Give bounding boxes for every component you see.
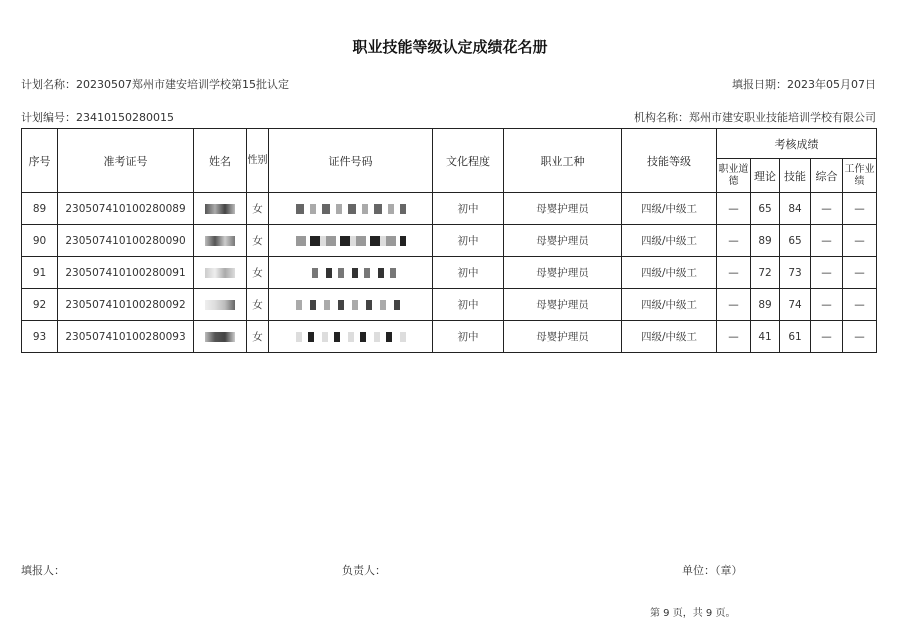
cell-comprehensive: — <box>811 321 843 353</box>
cell-ethics: — <box>717 321 751 353</box>
header-name: 姓名 <box>194 129 247 193</box>
cell-ethics: — <box>717 289 751 321</box>
cell-education: 初中 <box>433 289 504 321</box>
header-ticket: 准考证号 <box>58 129 194 193</box>
plan-number: 计划编号：23410150280015 <box>21 111 174 124</box>
cell-seq: 91 <box>22 257 58 289</box>
cell-education: 初中 <box>433 321 504 353</box>
redacted-name <box>205 236 235 246</box>
cell-theory: 89 <box>751 289 780 321</box>
cell-work-performance: — <box>843 193 877 225</box>
cell-comprehensive: — <box>811 257 843 289</box>
cell-theory: 72 <box>751 257 780 289</box>
score-roster-table <box>21 128 877 353</box>
cell-id-redacted <box>269 257 433 289</box>
cell-comprehensive: — <box>811 193 843 225</box>
cell-name-redacted <box>194 193 247 225</box>
cell-skill: 84 <box>780 193 811 225</box>
cell-occupation: 母婴护理员 <box>504 257 622 289</box>
header-scores-group: 考核成绩 <box>717 129 877 159</box>
cell-id-redacted <box>269 321 433 353</box>
table-row <box>22 321 877 353</box>
header-education: 文化程度 <box>433 129 504 193</box>
cell-work-performance: — <box>843 225 877 257</box>
cell-ticket: 230507410100280089 <box>58 193 194 225</box>
cell-gender: 女 <box>247 257 269 289</box>
cell-level: 四级/中级工 <box>622 193 717 225</box>
cell-comprehensive: — <box>811 289 843 321</box>
cell-work-performance: — <box>843 257 877 289</box>
cell-ticket: 230507410100280091 <box>58 257 194 289</box>
header-ethics: 职业道德 <box>717 159 751 193</box>
cell-name-redacted <box>194 321 247 353</box>
cell-theory: 41 <box>751 321 780 353</box>
cell-ethics: — <box>717 193 751 225</box>
cell-education: 初中 <box>433 193 504 225</box>
cell-id-redacted <box>269 289 433 321</box>
cell-level: 四级/中级工 <box>622 321 717 353</box>
filler-label: 填报人： <box>21 564 65 577</box>
header-theory: 理论 <box>751 159 780 193</box>
cell-name-redacted <box>194 289 247 321</box>
redacted-id <box>296 236 406 246</box>
header-comprehensive: 综合 <box>811 159 843 193</box>
redacted-name <box>205 204 235 214</box>
cell-skill: 61 <box>780 321 811 353</box>
page-indicator: 第 9 页，共 9 页。 <box>650 608 736 619</box>
table-row <box>22 193 877 225</box>
cell-name-redacted <box>194 257 247 289</box>
cell-level: 四级/中级工 <box>622 257 717 289</box>
cell-skill: 65 <box>780 225 811 257</box>
document-title: 职业技能等级认定成绩花名册 <box>352 38 548 56</box>
responsible-label: 负责人： <box>342 564 386 577</box>
cell-gender: 女 <box>247 321 269 353</box>
header-occupation: 职业工种 <box>504 129 622 193</box>
cell-occupation: 母婴护理员 <box>504 225 622 257</box>
cell-level: 四级/中级工 <box>622 225 717 257</box>
cell-name-redacted <box>194 225 247 257</box>
cell-ticket: 230507410100280093 <box>58 321 194 353</box>
cell-gender: 女 <box>247 225 269 257</box>
cell-id-redacted <box>269 193 433 225</box>
cell-seq: 92 <box>22 289 58 321</box>
cell-theory: 65 <box>751 193 780 225</box>
report-date: 填报日期：2023年05月07日 <box>732 78 876 91</box>
cell-gender: 女 <box>247 289 269 321</box>
cell-id-redacted <box>269 225 433 257</box>
cell-ticket: 230507410100280090 <box>58 225 194 257</box>
table-row <box>22 257 877 289</box>
cell-ethics: — <box>717 225 751 257</box>
redacted-name <box>205 268 235 278</box>
cell-level: 四级/中级工 <box>622 289 717 321</box>
table-row <box>22 225 877 257</box>
header-seq: 序号 <box>22 129 58 193</box>
redacted-name <box>205 332 235 342</box>
cell-ticket: 230507410100280092 <box>58 289 194 321</box>
redacted-id <box>296 332 406 342</box>
unit-seal-label: 单位：（章） <box>682 564 743 577</box>
cell-seq: 93 <box>22 321 58 353</box>
plan-name: 计划名称：20230507郑州市建安培训学校第15批认定 <box>21 78 289 91</box>
organization-name: 机构名称：郑州市建安职业技能培训学校有限公司 <box>634 111 876 124</box>
cell-skill: 73 <box>780 257 811 289</box>
header-gender: 性别 <box>247 129 269 193</box>
cell-ethics: — <box>717 257 751 289</box>
header-work-performance: 工作业绩 <box>843 159 877 193</box>
cell-theory: 89 <box>751 225 780 257</box>
cell-occupation: 母婴护理员 <box>504 321 622 353</box>
cell-work-performance: — <box>843 321 877 353</box>
redacted-id <box>296 204 406 214</box>
cell-education: 初中 <box>433 257 504 289</box>
redacted-id <box>296 300 406 310</box>
cell-seq: 89 <box>22 193 58 225</box>
cell-skill: 74 <box>780 289 811 321</box>
cell-education: 初中 <box>433 225 504 257</box>
cell-comprehensive: — <box>811 225 843 257</box>
cell-occupation: 母婴护理员 <box>504 289 622 321</box>
cell-seq: 90 <box>22 225 58 257</box>
redacted-name <box>205 300 235 310</box>
header-skill-level: 技能等级 <box>622 129 717 193</box>
header-skill: 技能 <box>780 159 811 193</box>
cell-gender: 女 <box>247 193 269 225</box>
header-id-number: 证件号码 <box>269 129 433 193</box>
cell-work-performance: — <box>843 289 877 321</box>
table-row <box>22 289 877 321</box>
cell-occupation: 母婴护理员 <box>504 193 622 225</box>
redacted-id <box>306 268 396 278</box>
